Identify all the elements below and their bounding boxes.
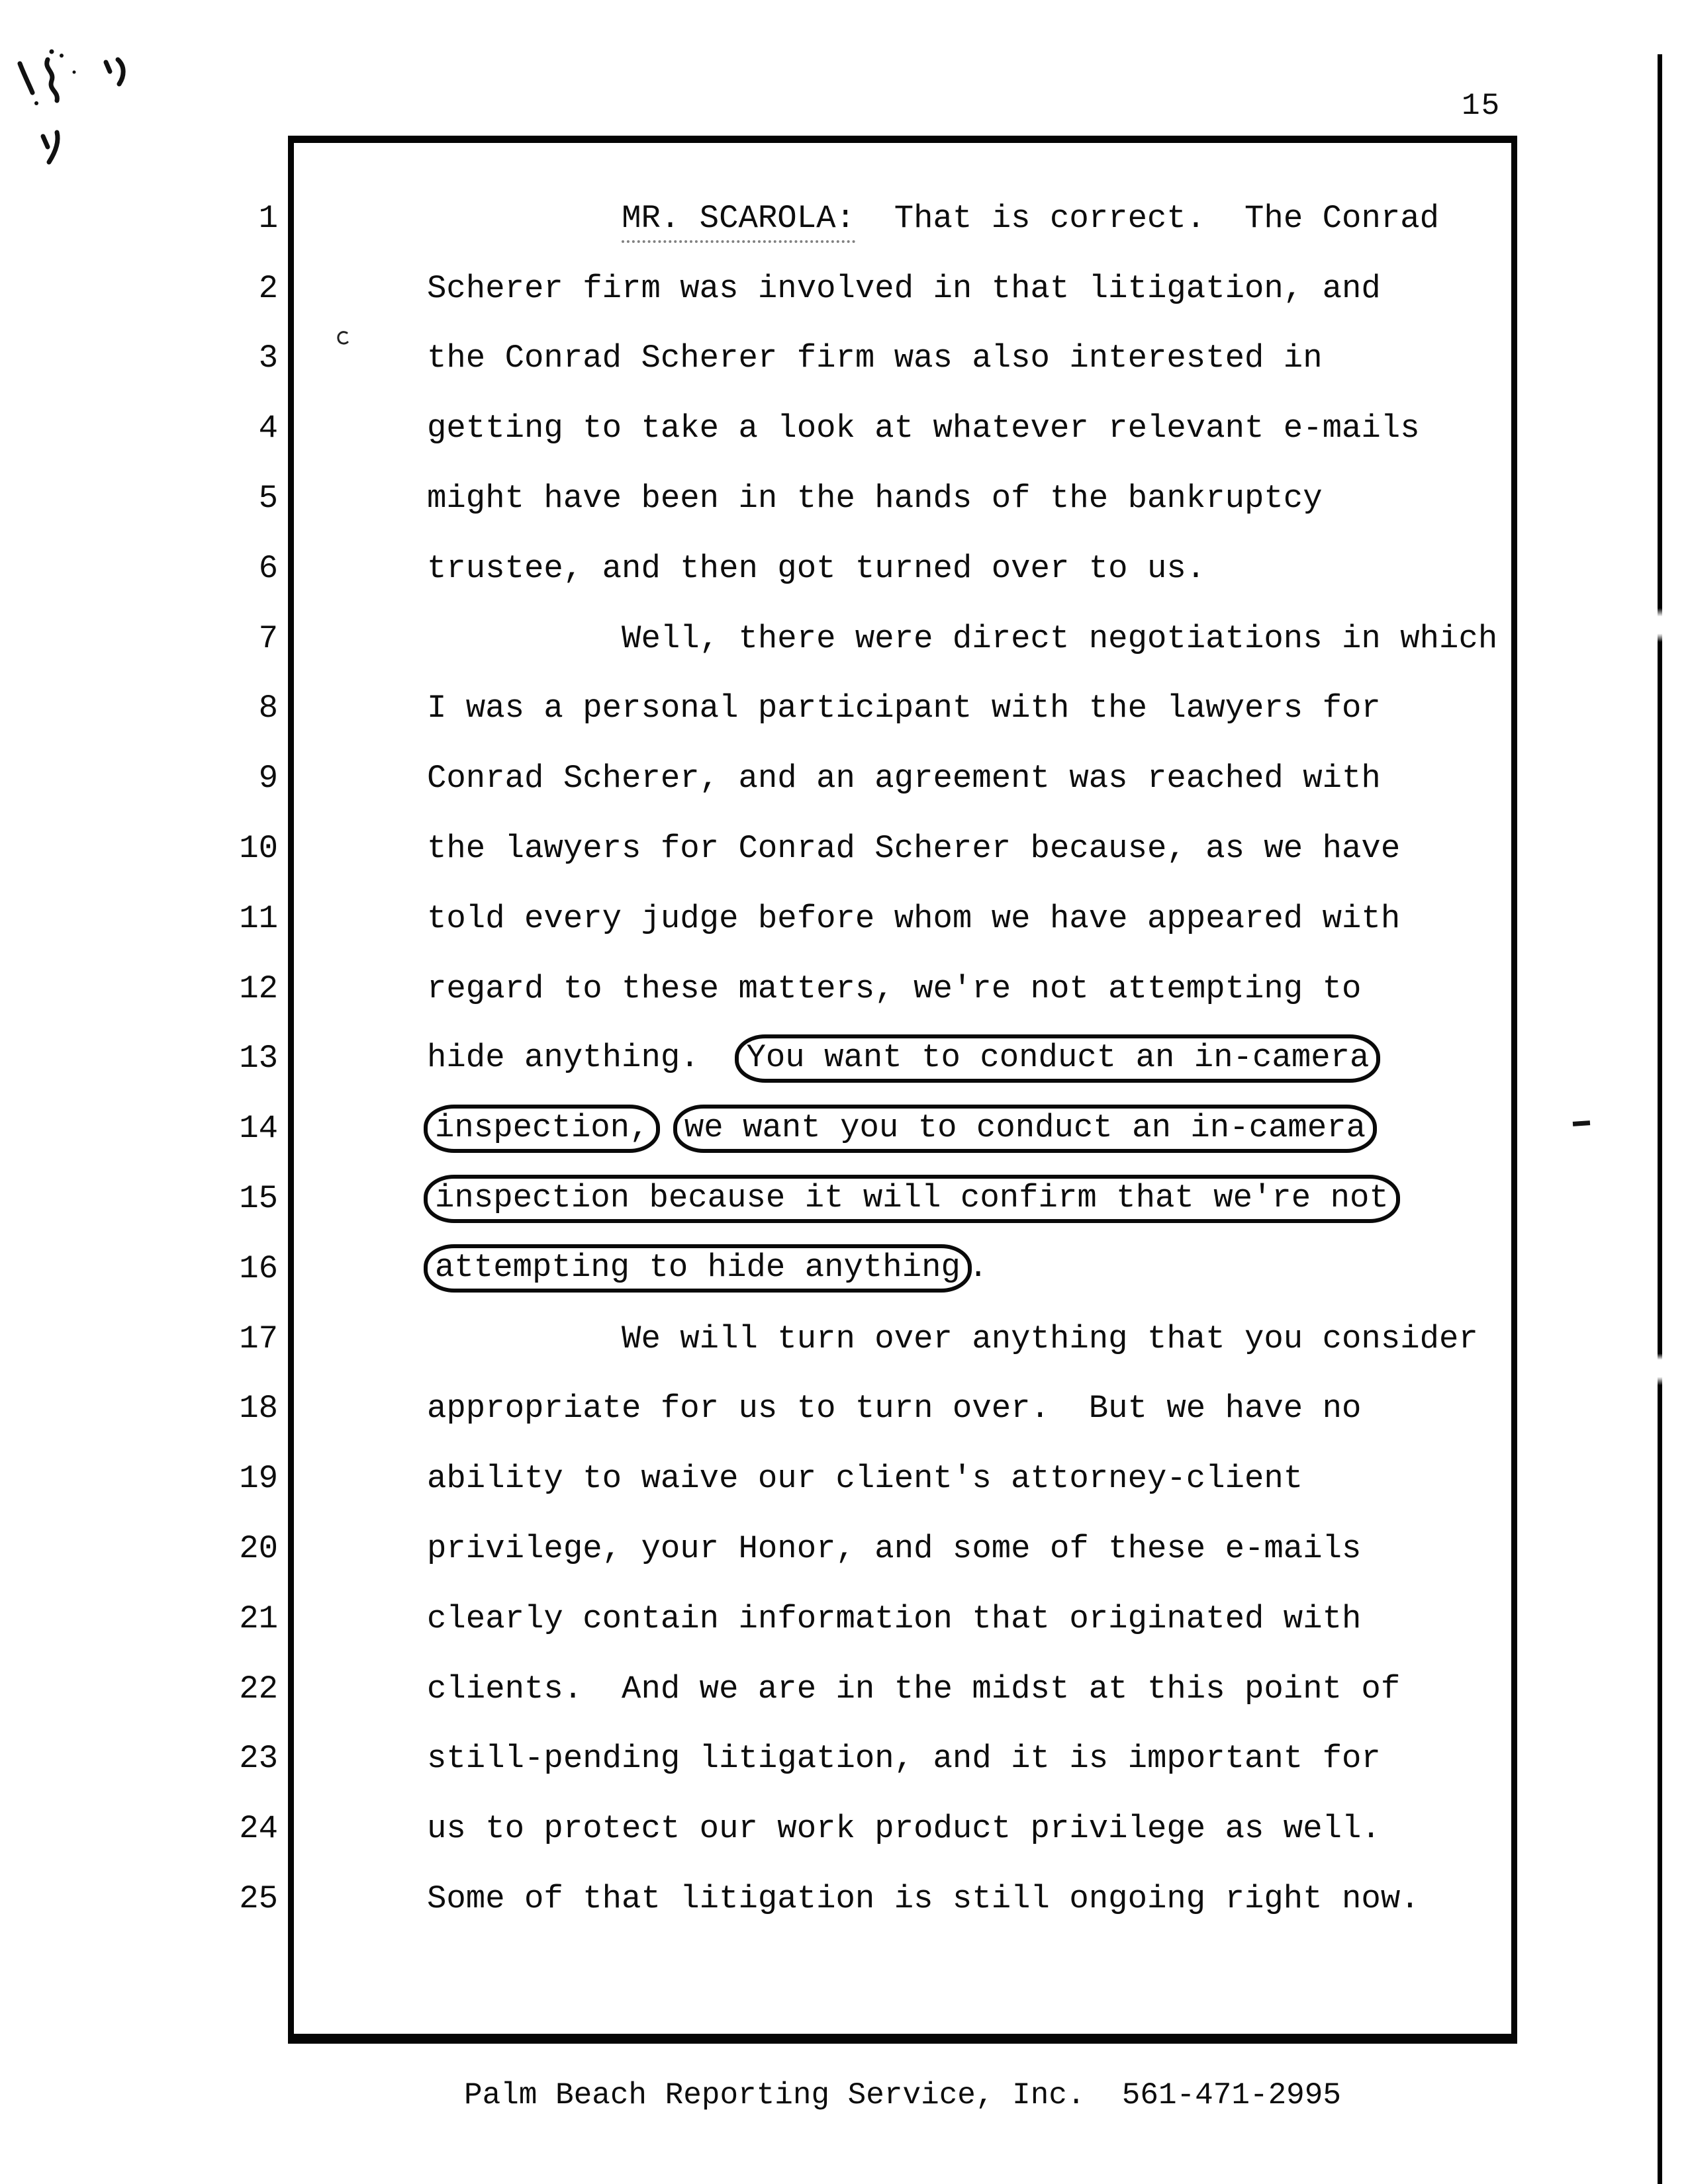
line-number: 1 (258, 199, 278, 237)
line-number: 22 (239, 1670, 278, 1707)
line-number: 24 (239, 1810, 278, 1848)
text-segment: I was a personal participant with the lawyers for (427, 690, 1381, 727)
transcript-line (165, 954, 1516, 1024)
line-text (427, 1320, 1478, 1357)
line-number: 8 (258, 690, 278, 727)
line-number: 2 (258, 269, 278, 307)
line-number: 4 (258, 410, 278, 447)
text-segment: the Conrad Scherer firm was also interested in (427, 340, 1323, 377)
circled-annotation: attempting to hide anything (424, 1244, 972, 1293)
transcript-line (165, 1654, 1516, 1724)
line-number: 10 (239, 830, 278, 868)
transcript-line (165, 813, 1516, 884)
line-text (427, 1105, 1374, 1153)
line-text (427, 480, 1323, 517)
transcript-line (165, 1514, 1516, 1584)
transcript-line (165, 1234, 1516, 1304)
transcript-line (165, 1794, 1516, 1864)
text-segment: clearly contain information that originated with (427, 1600, 1362, 1637)
line-text (427, 1810, 1381, 1847)
line-text (427, 1175, 1397, 1223)
line-text (427, 620, 1497, 657)
text-segment: trustee, and then got turned over to us. (427, 549, 1206, 587)
text-segment: . (968, 1249, 988, 1287)
transcript-line (165, 1443, 1516, 1514)
line-number: 20 (239, 1530, 278, 1568)
transcript-line (165, 1584, 1516, 1654)
line-text (427, 340, 1323, 377)
text-segment: appropriate for us to turn over. But we have no (427, 1390, 1362, 1428)
text-segment: might have been in the hands of the bankruptcy (427, 480, 1323, 518)
transcript-line (165, 743, 1516, 813)
line-number: 9 (258, 760, 278, 797)
text-segment: told every judge before whom we have appeared with (427, 899, 1401, 937)
line-number: 7 (258, 619, 278, 657)
line-text (427, 1670, 1400, 1707)
text-segment: Some of that litigation is still ongoing right now. (427, 1880, 1420, 1918)
text-segment: That is correct. The Conrad (855, 199, 1440, 237)
line-number: 17 (239, 1320, 278, 1357)
scan-edge-line (1658, 54, 1662, 2184)
text-segment: getting to take a look at whatever relevant e-mails (427, 410, 1420, 447)
line-text (427, 1244, 988, 1293)
text-segment: Scherer firm was involved in that litigation, and (427, 269, 1381, 307)
line-text (427, 760, 1381, 797)
transcript-line (165, 393, 1516, 463)
text-segment: We will turn over anything that you consider (427, 1320, 1478, 1357)
transcript-line (165, 884, 1516, 954)
line-text (427, 900, 1400, 937)
scan-speck-dash (1573, 1120, 1590, 1126)
line-text (427, 1530, 1361, 1567)
line-text (427, 1600, 1361, 1637)
transcript-line (165, 253, 1516, 324)
line-number: 3 (258, 340, 278, 377)
scan-speck-c-icon (335, 328, 352, 347)
line-number: 25 (239, 1880, 278, 1918)
line-text (427, 410, 1420, 447)
line-text (427, 830, 1400, 867)
line-text (427, 690, 1381, 727)
transcript-line (165, 1864, 1516, 1934)
line-text (427, 1034, 1377, 1083)
handwritten-marks-icon (5, 25, 158, 171)
line-text (427, 1880, 1420, 1917)
line-number: 16 (239, 1250, 278, 1287)
text-segment: ability to waive our client's attorney-client (427, 1460, 1303, 1498)
transcript-line (165, 183, 1516, 253)
reporting-service-footer: Palm Beach Reporting Service, Inc. 561-471-2995 (463, 2078, 1341, 2113)
text-segment: clients. And we are in the midst at this point of (427, 1670, 1401, 1707)
text-segment: the lawyers for Conrad Scherer because, as we have (427, 830, 1401, 868)
page-number: 15 (1462, 89, 1501, 123)
transcript-line (165, 1163, 1516, 1234)
transcript-line (165, 463, 1516, 533)
text-segment: Conrad Scherer, and an agreement was reached with (427, 760, 1381, 797)
line-text (427, 1460, 1303, 1497)
transcript-line (165, 1093, 1516, 1163)
line-text (427, 1740, 1381, 1777)
transcript-line (165, 604, 1516, 674)
text-segment: regard to these matters, we're not attempting to (427, 970, 1362, 1007)
text-segment: us to protect our work product privilege as well. (427, 1810, 1381, 1848)
line-number: 23 (239, 1740, 278, 1778)
text-segment: hide anything. (427, 1038, 739, 1076)
transcript-line (165, 533, 1516, 604)
line-number: 13 (239, 1040, 278, 1077)
circled-annotation: You want to conduct an in-camera (735, 1034, 1380, 1083)
transcript-line (165, 1374, 1516, 1444)
transcript-line (165, 1304, 1516, 1374)
line-number: 18 (239, 1390, 278, 1428)
line-text (427, 200, 1439, 237)
line-text (427, 550, 1205, 587)
text-segment: still-pending litigation, and it is important for (427, 1740, 1381, 1778)
line-number: 19 (239, 1460, 278, 1498)
line-text (427, 1390, 1361, 1427)
text-segment: MR. SCAROLA: (622, 200, 855, 243)
text-segment: privilege, your Honor, and some of these e-mails (427, 1530, 1362, 1568)
text-segment: Well, there were direct negotiations in which (427, 619, 1498, 657)
transcript-line (165, 1024, 1516, 1094)
text-segment (427, 200, 622, 237)
line-number: 12 (239, 970, 278, 1007)
transcript-line (165, 1724, 1516, 1794)
line-number: 21 (239, 1600, 278, 1637)
circled-annotation: inspection because it will confirm that we're not (424, 1175, 1400, 1223)
line-number: 5 (258, 480, 278, 518)
circled-annotation: inspection, (424, 1105, 660, 1153)
line-text (427, 970, 1361, 1007)
line-number: 11 (239, 899, 278, 937)
circled-annotation: we want you to conduct an in-camera (673, 1105, 1377, 1153)
line-number: 15 (239, 1180, 278, 1218)
transcript-line (165, 324, 1516, 394)
transcript-line (165, 674, 1516, 744)
line-text (427, 270, 1381, 307)
line-number: 6 (258, 549, 278, 587)
line-number: 14 (239, 1110, 278, 1148)
transcript-lines (165, 183, 1516, 1934)
